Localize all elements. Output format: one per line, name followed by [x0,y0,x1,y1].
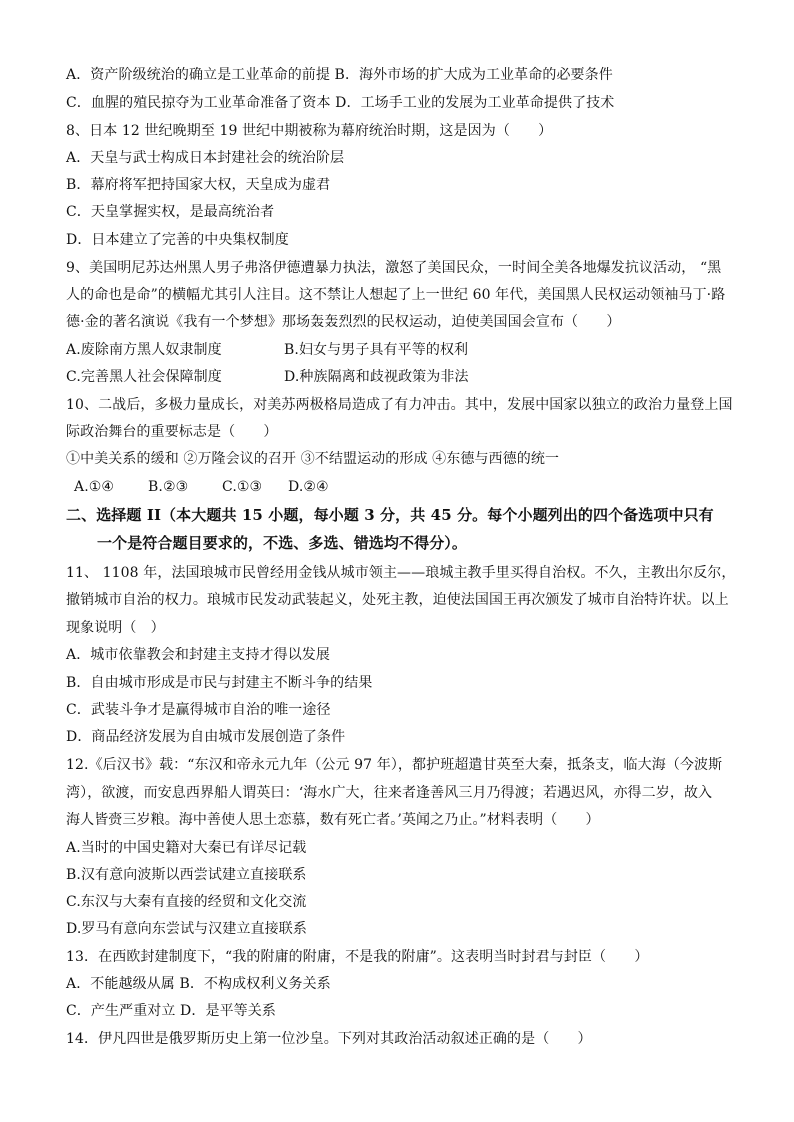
q11-option-d: D．商品经济发展为自由城市发展创造了条件 [66,729,346,745]
q9-option-a: A.废除南方黑人奴隶制度 [66,342,222,358]
section-heading-line2: 一个是符合题目要求的，不选、多选、错选均不得分）。 [97,534,468,552]
q10-stem-line1: 10、二战后，多极力量成长，对美苏两极格局造成了有力冲击。其中，发展中国家以独立的政治力量登上国 [66,397,733,413]
q11-stem-line1: 11、 1108 年，法国琅城市民曾经用金钱从城市领主——琅城主教手里买得自治权。不久，主教出尔反尔， [66,565,736,581]
q10-option-b: B.②③ [148,479,189,495]
q10-stem-line2: 际政治舞台的重要标志是（ ） [66,424,278,440]
q9-stem-line2: 人的命也是命”的横幅尤其引人注目。这不禁让人想起了上一世纪 60 年代，美国黑人民权运动领袖马丁·路 [66,287,726,303]
q12-stem-line1: 12.《后汉书》载：“东汉和帝永元九年（公元 97 年），都护班超遣甘英至大秦，抵条支，临大海（今波斯 [66,757,723,773]
q13-options-cd: C．产生严重对立 D．是平等关系 [66,1003,276,1019]
q10-options [74,477,329,497]
q8-option-c: C．天皇掌握实权，是最高统治者 [66,204,275,220]
q10-statements: ①中美关系的缓和 ②万隆会议的召开 ③不结盟运动的形成 ④东德与西德的统一 [66,451,560,467]
q7-options-cd: C．血腥的殖民掠夺为工业革命准备了资本 D．工场手工业的发展为工业革命提供了技术 [66,95,615,111]
q10-option-a: A.①④ [74,479,115,495]
q11-option-c: C．武装斗争才是赢得城市自治的唯一途径 [66,702,331,718]
q12-option-b: B.汉有意向波斯以西尝试建立直接联系 [66,867,307,883]
q12-option-a: A.当时的中国史籍对大秦已有详尽记载 [66,840,307,856]
q9-option-d: D.种族隔离和歧视政策为非法 [284,369,469,385]
q11-option-a: A．城市依靠教会和封建主支持才得以发展 [66,647,331,663]
q12-stem-line2: 湾），欲渡，而安息西界船人谓英曰：‘海水广大，往来者逢善风三月乃得渡；若遇迟风，亦得二岁，故入 [66,785,713,801]
q9-option-c: C.完善黑人社会保障制度 [66,369,222,385]
q8-option-a: A．天皇与武士构成日本封建社会的统治阶层 [66,150,345,166]
q12-option-d: D.罗马有意向东尝试与汉建立直接联系 [66,921,307,937]
q11-stem-line2: 撤销城市自治的权力。琅城市民发动武装起义，处死主教，迫使法国国王再次颁发了城市自治特许状。以上 [66,592,729,608]
q14-stem: 14．伊凡四世是俄罗斯历史上第一位沙皇。下列对其政治活动叙述正确的是（ ） [66,1031,592,1047]
q10-option-c: C.①③ [222,479,263,495]
q13-stem: 13．在西欧封建制度下，“我的附庸的附庸，不是我的附庸”。这表明当时封君与封臣（ ） [66,949,649,965]
q7-options-ab: A．资产阶级统治的确立是工业革命的前提 B．海外市场的扩大成为工业革命的必要条件 [66,67,613,83]
q9-options-row1 [66,340,468,360]
section-heading-line1: 二、选择题 II（本大题共 15 小题，每小题 3 分，共 45 分。每个小题列出的四个备选项中只有 [66,506,714,524]
q9-stem-line1: 9、美国明尼苏达州黑人男子弗洛伊德遭暴力执法，激怒了美国民众，一时间全美各地爆发抗议活动， “黑 [66,260,722,276]
q9-option-b: B.妇女与男子具有平等的权利 [284,342,469,358]
q8-option-d: D．日本建立了完善的中央集权制度 [66,232,289,248]
q10-option-d: D.②④ [288,479,329,495]
q13-options-ab: A．不能越级从属 B．不构成权利义务关系 [66,976,331,992]
q12-stem-line3: 海人皆赍三岁粮。海中善使人思土恋慕，数有死亡者。’英闻之乃止。”材料表明（ ） [66,812,600,828]
q11-stem-line3: 现象说明（ ） [66,620,165,636]
q9-options-row2 [66,367,469,387]
q11-option-b: B．自由城市形成是市民与封建主不断斗争的结果 [66,675,373,691]
q9-stem-line3: 德·金的著名演说《我有一个梦想》那场轰轰烈烈的民权运动，迫使美国国会宣布（ ） [66,314,621,330]
q12-option-c: C.东汉与大秦有直接的经贸和文化交流 [66,894,307,910]
q8-stem: 8、日本 12 世纪晚期至 19 世纪中期被称为幕府统治时期，这是因为（ ） [66,123,553,139]
q8-option-b: B．幕府将军把持国家大权，天皇成为虚君 [66,177,331,193]
